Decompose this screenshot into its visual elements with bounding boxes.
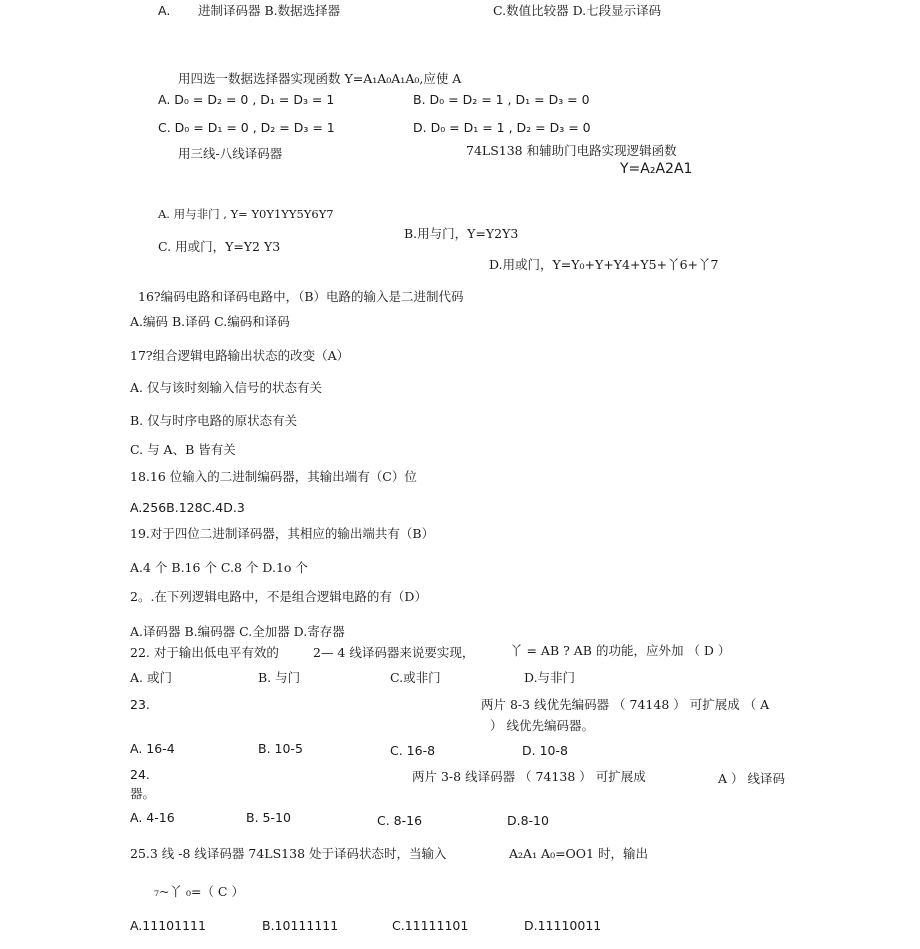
option-d-or: D.用或门，Y=Y₀+Y+Y4+Y5+丫6+丫7 (489, 257, 719, 272)
function-expression: Y=A₂A2A1 (620, 161, 693, 177)
question-22-option-c: C.或非门 (390, 670, 441, 685)
option-b: B. D₀ = D₂ = 1 , D₁ = D₃ = 0 (413, 92, 590, 107)
question-17-b: B. 仅与时序电路的原状态有关 (130, 413, 298, 428)
question-23-number: 23. (130, 697, 150, 712)
question-25-option-c: C.11111101 (392, 918, 469, 933)
question-23: 两片 8-3 线优先编码器 （ 74148 ） 可扩展成 （ A (481, 697, 770, 712)
question-23-option-d: D. 10-8 (522, 743, 568, 758)
line-q-options-cd: C.数值比较器 D.七段显示译码 (493, 3, 662, 18)
question-25-cont: A₂A₁ A₀=OO1 时，输出 (509, 846, 648, 861)
question-24-option-a: A. 4-16 (130, 810, 175, 825)
question-22-option-b: B. 与门 (258, 670, 301, 685)
question-25: 25.3 线 -8 线译码器 74LS138 处于译码状态时，当输入 (130, 846, 447, 861)
question-22-expr: 丫 = AB ? AB 的功能，应外加 （ D ） (510, 643, 731, 658)
question-22: 22. 对于输出低电平有效的 (130, 645, 279, 660)
question-16: 16?编码电路和译码电路中，（B）电路的输入是二进制代码 (138, 289, 464, 304)
question-20-options: A.译码器 B.编码器 C.全加器 D.寄存器 (130, 624, 345, 639)
line-q-options-ab: 进制译码器 B.数据选择器 (198, 3, 341, 18)
option-a: A. D₀ = D₂ = 0 , D₁ = D₃ = 1 (158, 92, 335, 107)
question-24-option-d: D.8-10 (507, 813, 549, 828)
question-19: 19.对于四位二进制译码器，其相应的输出端共有（B） (130, 526, 435, 541)
question-24-cont2: 器。 (130, 786, 156, 801)
question-23-option-b: B. 10-5 (258, 741, 303, 756)
line-q-a-label: A. (158, 3, 171, 18)
question-24-option-b: B. 5-10 (246, 810, 291, 825)
question-24-cont: A ） 线译码 (718, 771, 785, 786)
question-24: 两片 3-8 线译码器 （ 74138 ） 可扩展成 (412, 769, 646, 784)
question-20: 2。.在下列逻辑电路中，不是组合逻辑电路的有（D） (130, 589, 427, 604)
question-23-option-c: C. 16-8 (390, 743, 436, 758)
question-19-options: A.4 个 B.16 个 C.8 个 D.1o 个 (130, 560, 308, 575)
question-17-c: C. 与 A、B 皆有关 (130, 442, 236, 457)
question-22-option-a: A. 或门 (130, 670, 172, 685)
question-decoder-cont: 74LS138 和辅助门电路实现逻辑函数 (466, 143, 677, 158)
question-22-option-d: D.与非门 (524, 670, 576, 685)
option-a-nand: A. 用与非门 , Y= Y0Y1YY5Y6Y7 (158, 207, 334, 221)
option-b-and: B.用与门，Y=Y2Y3 (404, 226, 519, 241)
question-25-option-a: A.11101111 (130, 918, 206, 933)
question-23-cont: ） 线优先编码器。 (490, 718, 594, 733)
option-c-or: C. 用或门，Y=Y2 Y3 (158, 239, 281, 254)
question-23-option-a: A. 16-4 (130, 741, 175, 756)
question-mux: 用四选一数据选择器实现函数 Y=A₁A₀A₁A₀,应使 A (178, 71, 462, 86)
option-d: D. D₀ = D₁ = 1 , D₂ = D₃ = 0 (413, 120, 591, 135)
question-24-number: 24. (130, 767, 150, 782)
question-25-option-b: B.10111111 (262, 918, 339, 933)
question-25-output: ₇~丫 ₀=（ C ） (154, 884, 244, 899)
question-18: 18.16 位输入的二进制编码器，其输出端有（C）位 (130, 469, 417, 484)
question-18-options: A.256B.128C.4D.3 (130, 500, 245, 515)
question-22-cont: 2— 4 线译码器来说要实现， (313, 645, 475, 660)
question-decoder: 用三线-八线译码器 (178, 146, 283, 161)
question-24-option-c: C. 8-16 (377, 813, 423, 828)
option-c: C. D₀ = D₁ = 0 , D₂ = D₃ = 1 (158, 120, 335, 135)
question-25-option-d: D.11110011 (524, 918, 602, 933)
question-16-options: A.编码 B.译码 C.编码和译码 (130, 314, 290, 329)
question-17-a: A. 仅与该时刻输入信号的状态有关 (130, 380, 322, 395)
question-17: 17?组合逻辑电路输出状态的改变（A） (130, 348, 350, 363)
